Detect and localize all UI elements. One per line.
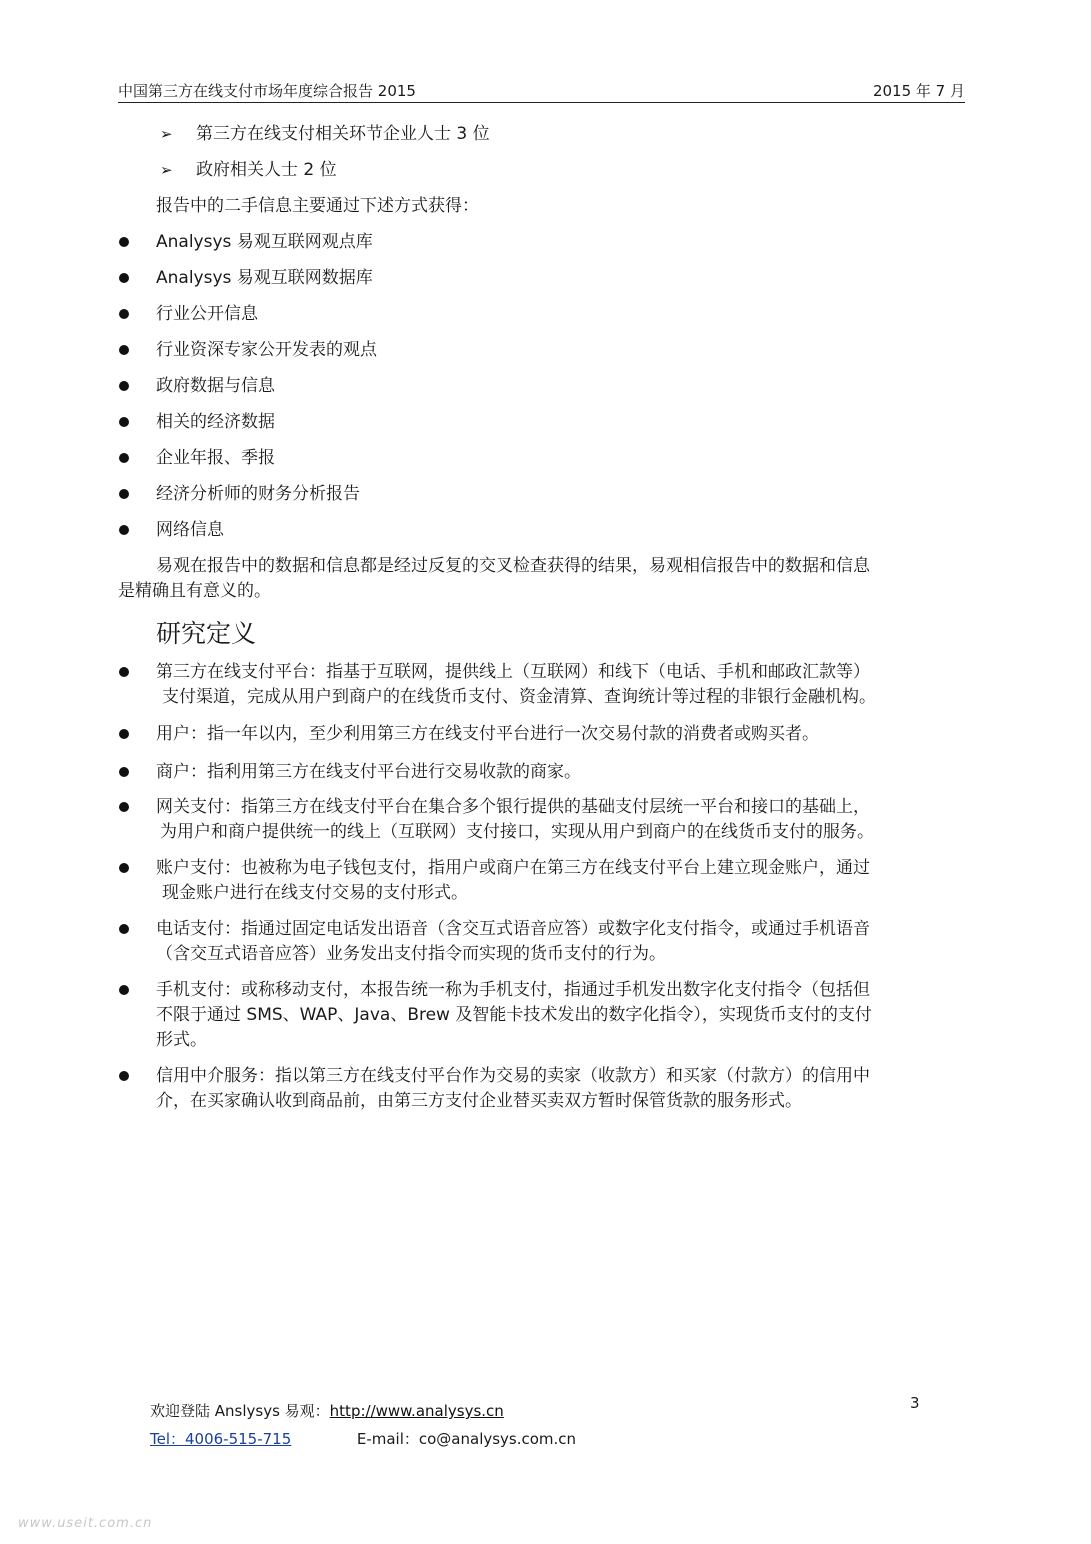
definition-item <box>156 722 819 747</box>
bullet-icon <box>119 489 129 499</box>
bullet-icon <box>119 985 129 995</box>
bullet-icon <box>119 417 129 427</box>
definition-line: 用户：指一年以内，至少利用第三方在线支付平台进行一次交易付款的消费者或购买者。 <box>156 724 819 744</box>
definition-item <box>156 978 872 1053</box>
statement-line-2: 是精确且有意义的。 <box>118 581 271 601</box>
secondary-intro: 报告中的二手信息主要通过下述方式获得： <box>156 196 479 216</box>
arrow-item: 第三方在线支付相关环节企业人士 3 位 <box>196 124 490 144</box>
bullet-icon <box>119 1071 129 1081</box>
bullet-icon <box>119 273 129 283</box>
arrow-bullet-icon: ➢ <box>160 125 173 143</box>
footer-welcome-line <box>150 1401 504 1421</box>
list-item: 相关的经济数据 <box>156 412 275 432</box>
definition-item <box>156 1064 870 1114</box>
definition-line: 手机支付：或称移动支付，本报告统一称为手机支付，指通过手机发出数字化支付指令（包括但 <box>156 980 870 1000</box>
section-title: 研究定义 <box>156 619 257 648</box>
bullet-icon <box>119 453 129 463</box>
definition-line: 介，在买家确认收到商品前，由第三方支付企业替买卖双方暂时保管货款的服务形式。 <box>156 1091 802 1111</box>
definition-line: 网关支付：指第三方在线支付平台在集合多个银行提供的基础支付层统一平台和接口的基础上， <box>156 797 870 817</box>
definition-line: 形式。 <box>156 1030 207 1050</box>
bullet-icon <box>119 237 129 247</box>
bullet-icon <box>119 729 129 739</box>
list-item: Analysys 易观互联网观点库 <box>156 232 373 252</box>
list-item: 经济分析师的财务分析报告 <box>156 484 360 504</box>
definition-item <box>156 795 874 845</box>
definition-item <box>156 760 581 785</box>
bullet-icon <box>119 802 129 812</box>
bullet-icon <box>119 381 129 391</box>
bullet-icon <box>119 345 129 355</box>
definition-line: 商户：指利用第三方在线支付平台进行交易收款的商家。 <box>156 762 581 782</box>
report-date: 2015 年 7 月 <box>872 82 965 100</box>
definition-line: 不限于通过 SMS、WAP、Java、Brew 及智能卡技术发出的数字化指令），实现货币支付的支付 <box>156 1005 872 1025</box>
bullet-icon <box>119 924 129 934</box>
footer-contact-line <box>150 1429 576 1449</box>
definition-line: 现金账户进行在线支付交易的支付形式。 <box>162 883 468 903</box>
definition-item <box>156 856 870 906</box>
definition-item <box>156 660 876 710</box>
report-title: 中国第三方在线支付市场年度综合报告 2015 <box>118 82 416 100</box>
definition-line: （含交互式语音应答）业务发出支付指令而实现的货币支付的行为。 <box>156 944 666 964</box>
bullet-icon <box>119 309 129 319</box>
arrow-bullet-icon: ➢ <box>160 161 173 179</box>
list-item: 网络信息 <box>156 520 224 540</box>
list-item: 政府数据与信息 <box>156 376 275 396</box>
definition-line: 第三方在线支付平台：指基于互联网，提供线上（互联网）和线下（电话、手机和邮政汇款等） <box>156 662 870 682</box>
definition-line: 为用户和商户提供统一的线上（互联网）支付接口，实现从用户到商户的在线货币支付的服务。 <box>160 822 874 842</box>
watermark: www.useit.com.cn <box>18 1516 153 1531</box>
arrow-item: 政府相关人士 2 位 <box>196 160 337 180</box>
list-item: 行业公开信息 <box>156 304 258 324</box>
definition-line: 信用中介服务：指以第三方在线支付平台作为交易的卖家（收款方）和买家（付款方）的信用中 <box>156 1066 870 1086</box>
tel-link[interactable]: Tel：4006-515-715 <box>150 1430 292 1448</box>
welcome-text: 欢迎登陆 Anslysys 易观： <box>150 1402 330 1420</box>
email-text: E-mail：co@analysys.com.cn <box>356 1430 577 1448</box>
bullet-icon <box>119 667 129 677</box>
bullet-icon <box>119 525 129 535</box>
list-item: Analysys 易观互联网数据库 <box>156 268 373 288</box>
page-header <box>118 78 965 103</box>
definition-item <box>156 917 870 967</box>
list-item: 行业资深专家公开发表的观点 <box>156 340 377 360</box>
website-link[interactable]: http://www.analysys.cn <box>329 1402 504 1420</box>
list-item: 企业年报、季报 <box>156 448 275 468</box>
definition-line: 电话支付：指通过固定电话发出语音（含交互式语音应答）或数字化支付指令，或通过手机语音 <box>156 919 870 939</box>
bullet-icon <box>119 767 129 777</box>
bullet-icon <box>119 863 129 873</box>
definition-line: 支付渠道，完成从用户到商户的在线货币支付、资金清算、查询统计等过程的非银行金融机构。 <box>162 687 876 707</box>
definition-line: 账户支付：也被称为电子钱包支付，指用户或商户在第三方在线支付平台上建立现金账户，通过 <box>156 858 870 878</box>
page-number: 3 <box>910 1394 920 1412</box>
statement-line-1: 易观在报告中的数据和信息都是经过反复的交叉检查获得的结果，易观相信报告中的数据和信息 <box>156 556 870 576</box>
